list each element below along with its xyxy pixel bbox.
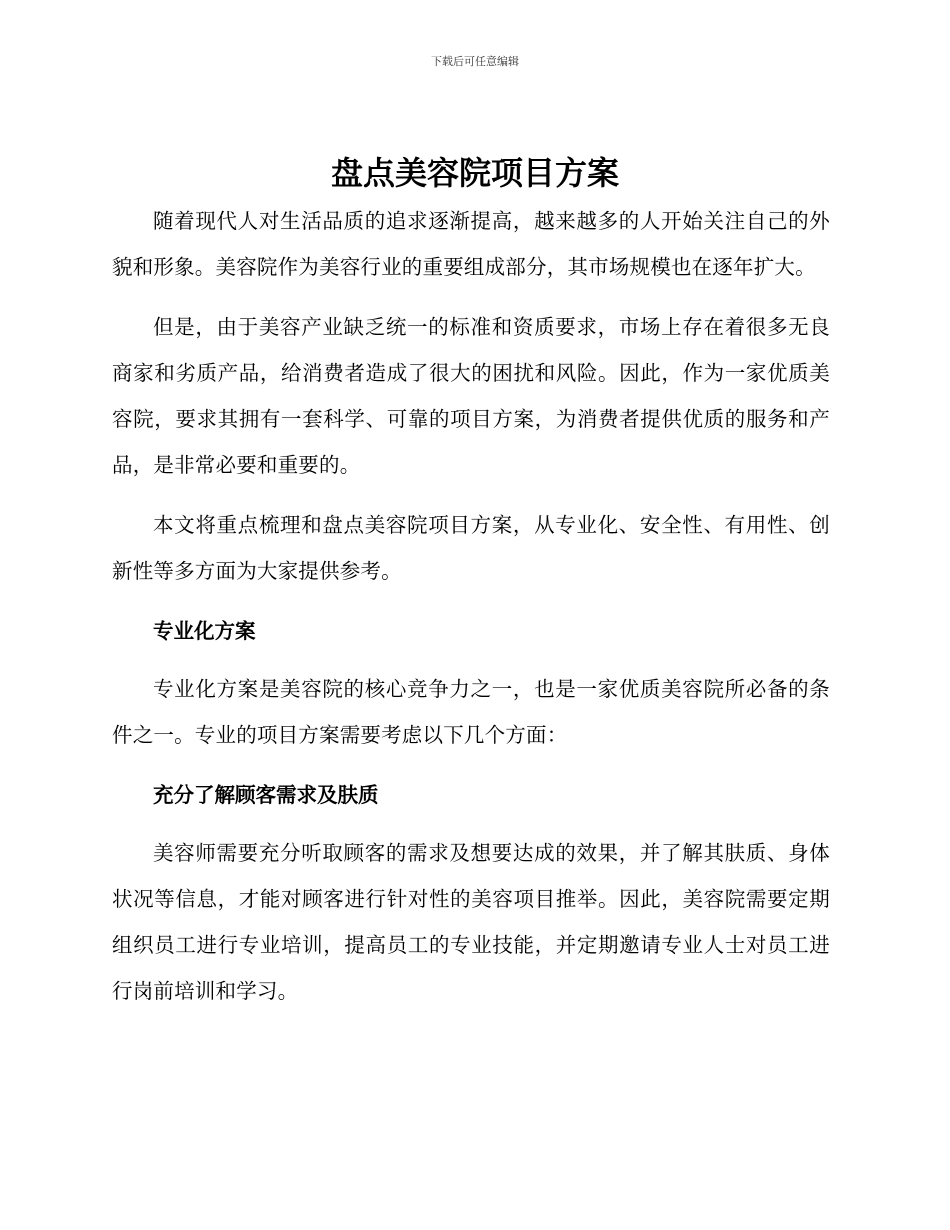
paragraph-problem: 但是，由于美容产业缺乏统一的标准和资质要求，市场上存在着很多无良商家和劣质产品，给消费者造成了很大的困扰和风险。因此，作为一家优质美容院，要求其拥有一套科学、可靠的项目方案，为消费者提供优质的服务和产品，是非常必要和重要的。 <box>112 315 830 477</box>
document-title: 盘点美容院项目方案 <box>330 154 619 192</box>
subsection-heading-customer-needs: 充分了解顾客需求及肤质 <box>153 783 379 807</box>
document-body <box>112 198 830 1028</box>
paragraph-purpose: 本文将重点梳理和盘点美容院项目方案，从专业化、安全性、有用性、创新性等多方面为大家提供参考。 <box>112 513 830 583</box>
paragraph-customer-needs: 美容师需要充分听取顾客的需求及想要达成的效果，并了解其肤质、身体状况等信息，才能对顾客进行针对性的美容项目推举。因此，美容院需要定期组织员工进行专业培训，提高员工的专业技能，并定期邀请专业人士对员工进行岗前培训和学习。 <box>112 841 830 1003</box>
header-note: 下载后可任意编辑 <box>431 55 519 68</box>
paragraph-intro: 随着现代人对生活品质的追求逐渐提高，越来越多的人开始关注自己的外貌和形象。美容院作为美容行业的重要组成部分，其市场规模也在逐年扩大。 <box>112 209 830 279</box>
section-heading-professional: 专业化方案 <box>153 619 256 643</box>
paragraph-professional: 专业化方案是美容院的核心竞争力之一，也是一家优质美容院所必备的条件之一。专业的项目方案需要考虑以下几个方面： <box>112 677 830 747</box>
